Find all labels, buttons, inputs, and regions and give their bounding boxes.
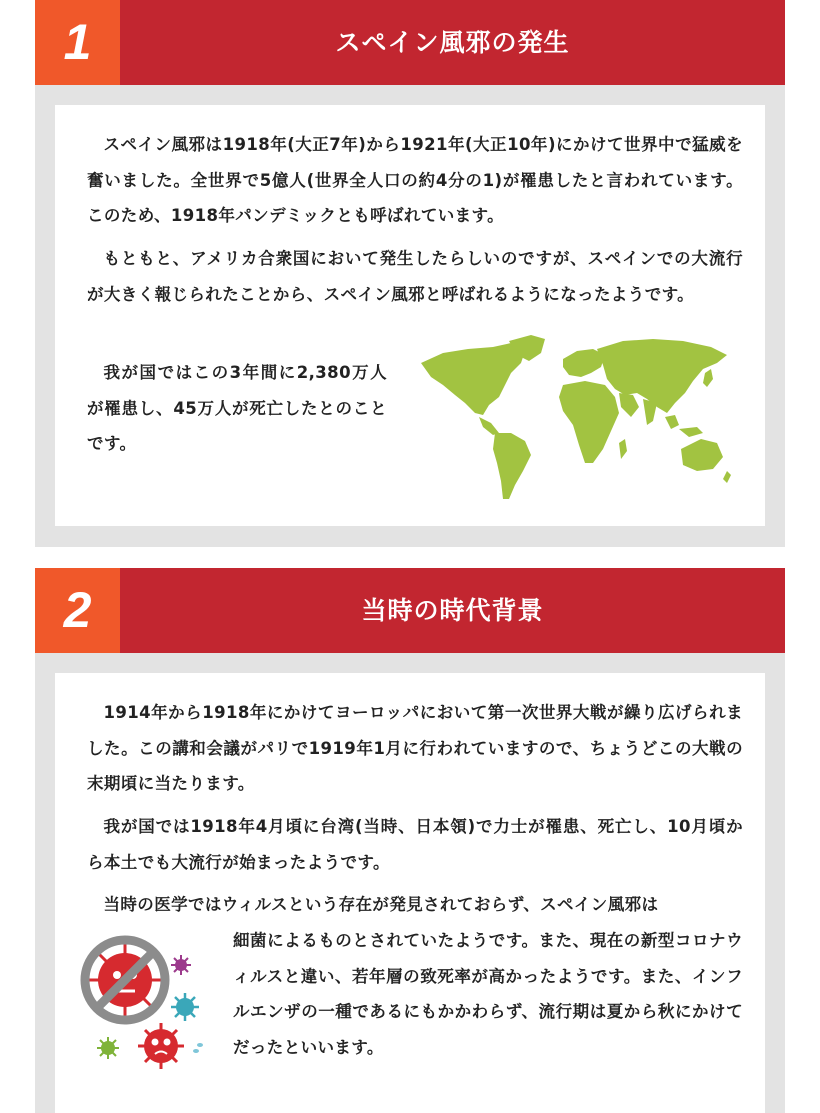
content-card	[55, 105, 765, 526]
paragraph: もともと、アメリカ合衆国において発生したらしいのですが、スペインでの大流行が大きく報じられたことから、スペイン風邪と呼ばれるようになったようです。	[87, 249, 743, 304]
paragraph: 我が国ではこの3年間に2,380万人が罹患し、45万人が死亡したとのことです。	[87, 363, 387, 453]
section-header	[35, 568, 785, 653]
section-panel	[35, 653, 785, 1113]
section-header	[35, 0, 785, 85]
paragraph: 細菌によるものとされていたようです。また、現在の新型コロナウィルスと違い、若年層の致死率が高かったようです。また、インフルエンザの一種であるにもかかわらず、流行期は夏から秋にかけてだったといいます。	[233, 931, 743, 1057]
section-title: 当時の時代背景	[361, 596, 544, 625]
virus-illustration-icon	[75, 929, 225, 1069]
section-title: スペイン風邪の発生	[335, 28, 570, 57]
world-map-icon	[413, 333, 733, 503]
paragraph: スペイン風邪は1918年(大正7年)から1921年(大正10年)にかけて世界中で猛威を奮いました。全世界で5億人(世界全人口の約4分の1)が罹患したと言われています。このため、1918年パンデミックとも呼ばれています。	[87, 135, 743, 225]
paragraph: 当時の医学ではウィルスという存在が発見されておらず、スペイン風邪は	[103, 895, 659, 914]
content-card	[55, 673, 765, 1113]
section-number: 1	[35, 0, 120, 85]
section-1	[35, 0, 785, 547]
paragraph: 我が国では1918年4月頃に台湾(当時、日本領)で力士が罹患、死亡し、10月頃から本土でも大流行が始まったようです。	[87, 817, 743, 872]
section-panel	[35, 85, 785, 547]
section-2	[35, 568, 785, 1113]
paragraph: 1914年から1918年にかけてヨーロッパにおいて第一次世界大戦が繰り広げられました。この講和会議がパリで1919年1月に行われていますので、ちょうどこの大戦の末期頃に当たります。	[87, 703, 743, 793]
section-number: 2	[35, 568, 120, 653]
